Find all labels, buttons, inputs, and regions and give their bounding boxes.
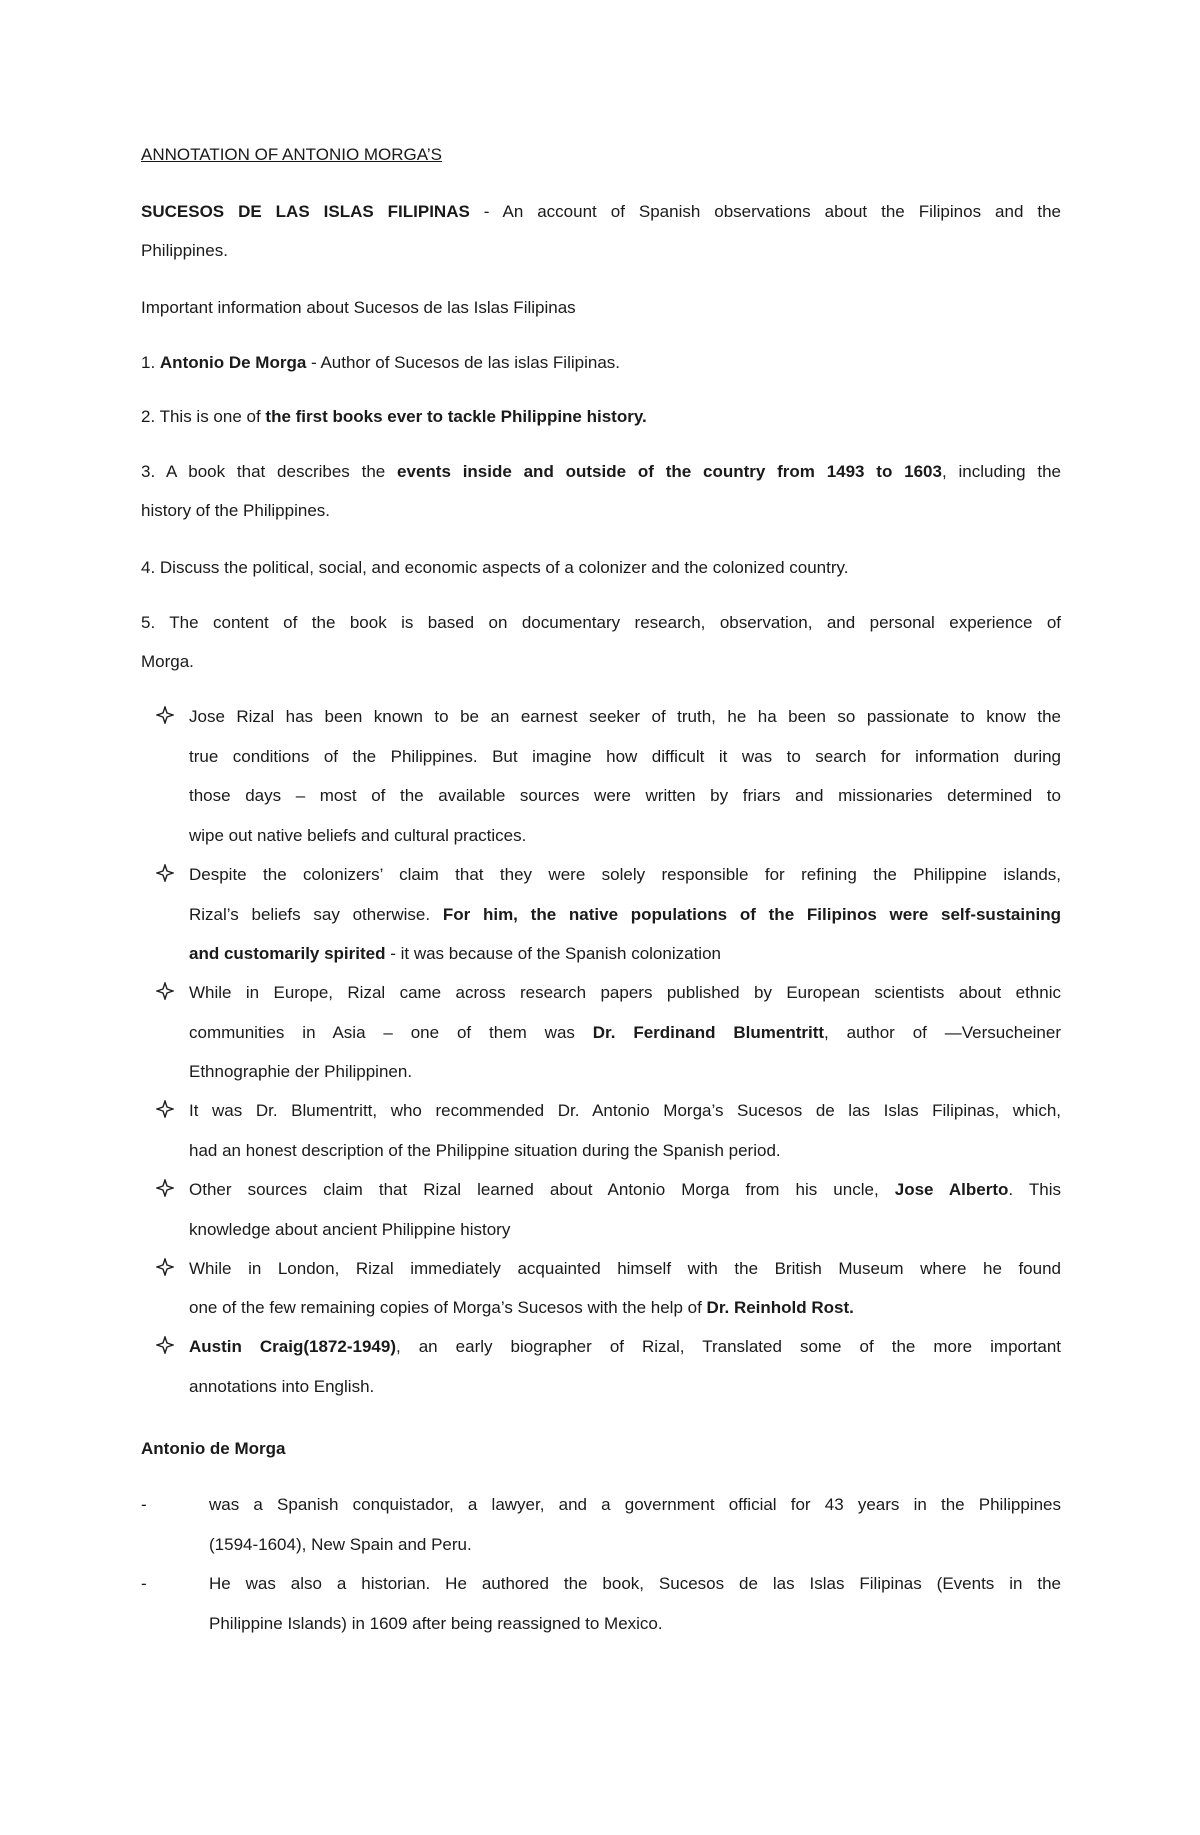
bullet-1-line-1 <box>189 705 1061 729</box>
bullet-bold: and customarily spirited <box>189 944 386 963</box>
bullet-text: While in Europe, Rizal came across research papers published by European scientists about ethnic <box>189 983 1061 1002</box>
title-text: ANNOTATION OF ANTONIO MORGA’S <box>141 145 442 164</box>
item-text: - Author of Sucesos de las islas Filipinas. <box>306 353 620 372</box>
dash-item-2-line-2 <box>209 1612 1061 1636</box>
bullet-text: one of the few remaining copies of Morga’s Sucesos with the help of <box>189 1298 707 1317</box>
dash-text: Philippine Islands) in 1609 after being reassigned to Mexico. <box>209 1614 663 1633</box>
subheading-text: Important information about Sucesos de las Islas Filipinas <box>141 298 576 317</box>
item-bold: the first books ever to tackle Philippine history. <box>265 407 647 426</box>
numbered-item-1 <box>141 351 1061 375</box>
bullet-bold: For him, the native populations of the Filipinos were self-sustaining <box>442 905 1061 924</box>
bullet-text: true conditions of the Philippines. But imagine how difficult it was to search for information during <box>189 747 1061 766</box>
bullet-3-line-1 <box>189 981 1061 1005</box>
bullet-text: Despite the colonizers’ claim that they were solely responsible for refining the Philippine islands, <box>189 865 1061 884</box>
bullet-text: While in London, Rizal immediately acquainted himself with the British Museum where he found <box>189 1259 1061 1278</box>
bullet-text: Rizal’s beliefs say otherwise. <box>189 905 443 924</box>
item-number: 5. <box>141 613 170 632</box>
bullet-text: wipe out native beliefs and cultural practices. <box>189 826 527 845</box>
bullet-1-line-2 <box>189 745 1061 769</box>
bullet-7-line-1 <box>189 1335 1061 1359</box>
diamond-bullet-icon <box>156 982 174 1000</box>
bullet-text: . This <box>1008 1180 1061 1199</box>
bullet-2-line-3 <box>189 942 1061 966</box>
diamond-bullet-icon <box>156 1258 174 1276</box>
bullet-text: Jose Rizal has been known to be an earnest seeker of truth, he ha been so passionate to know the <box>189 707 1061 726</box>
intro-text-2: Philippines. <box>141 241 228 260</box>
section-heading-text: Antonio de Morga <box>141 1439 286 1458</box>
dash-text: He was also a historian. He authored the book, Sucesos de las Islas Filipinas (Events in the <box>209 1574 1061 1593</box>
bullet-text: , an early biographer of Rizal, Translated some of the more important <box>395 1337 1061 1356</box>
item-text: The content of the book is based on documentary research, observation, and personal experience of <box>169 613 1062 632</box>
bullet-5-line-1 <box>189 1178 1061 1202</box>
dash-bullet: - <box>141 1495 147 1514</box>
bullet-text: annotations into English. <box>189 1377 375 1396</box>
diamond-bullet-icon <box>156 1100 174 1118</box>
bullet-4-line-1 <box>189 1099 1061 1123</box>
bullet-6-line-1 <box>189 1257 1061 1281</box>
intro-text: - An account of Spanish observations about the Filipinos and the <box>469 202 1061 221</box>
document-title <box>141 143 1061 167</box>
bullet-7-line-2 <box>189 1375 1061 1399</box>
bullet-text: those days – most of the available sources were written by friars and missionaries determined to <box>189 786 1061 805</box>
intro-line-2 <box>141 239 1061 263</box>
bullet-2-line-2 <box>189 903 1061 927</box>
dash-text: (1594-1604), New Spain and Peru. <box>209 1535 472 1554</box>
bullet-text: , author of ―Versucheiner <box>824 1023 1061 1042</box>
bullet-text: - it was because of the Spanish colonization <box>385 944 721 963</box>
item-bold: Antonio De Morga <box>159 353 307 372</box>
item-number: 3. <box>141 462 167 481</box>
bullet-1-line-3 <box>189 784 1061 808</box>
bullet-5-line-2 <box>189 1218 1061 1242</box>
numbered-item-2 <box>141 405 1061 429</box>
intro-bold: SUCESOS DE LAS ISLAS FILIPINAS <box>141 202 470 221</box>
numbered-item-3 <box>141 460 1061 484</box>
numbered-item-4 <box>141 556 1061 580</box>
item-text: Discuss the political, social, and economic aspects of a colonizer and the colonized country. <box>159 558 849 577</box>
numbered-item-3-line-2 <box>141 499 1061 523</box>
item-text-2: Morga. <box>141 652 194 671</box>
item-bold: events inside and outside of the country from 1493 to 1603 <box>397 462 942 481</box>
bullet-text: Other sources claim that Rizal learned about Antonio Morga from his uncle, <box>189 1180 895 1199</box>
item-text: A book that describes the <box>166 462 398 481</box>
bullet-text: Ethnographie der Philippinen. <box>189 1062 413 1081</box>
section-heading <box>141 1437 1061 1461</box>
item-text-2: , including the <box>941 462 1062 481</box>
bullet-bold: Jose Alberto <box>894 1180 1009 1199</box>
dash-item-2-line-1 <box>209 1572 1061 1596</box>
diamond-bullet-icon <box>156 1336 174 1354</box>
bullet-text: knowledge about ancient Philippine history <box>189 1220 511 1239</box>
bullet-text: It was Dr. Blumentritt, who recommended Dr. Antonio Morga’s Sucesos de las Islas Filipinas, which, <box>189 1101 1061 1120</box>
item-number: 2. <box>141 407 160 426</box>
dash-bullet: - <box>141 1574 147 1593</box>
dash-text: was a Spanish conquistador, a lawyer, and a government official for 43 years in the Philippines <box>209 1495 1061 1514</box>
numbered-item-5-line-2 <box>141 650 1061 674</box>
bullet-text: had an honest description of the Philippine situation during the Spanish period. <box>189 1141 781 1160</box>
dash-item-1-line-2 <box>209 1533 1061 1557</box>
intro-line-1 <box>141 200 1061 224</box>
bullet-3-line-3 <box>189 1060 1061 1084</box>
item-number: 1. <box>141 353 160 372</box>
bullet-3-line-2 <box>189 1021 1061 1045</box>
bullet-bold: Dr. Ferdinand Blumentritt <box>592 1023 825 1042</box>
item-text-3: history of the Philippines. <box>141 501 330 520</box>
diamond-bullet-icon <box>156 864 174 882</box>
diamond-bullet-icon <box>156 1179 174 1197</box>
dash-item-1-line-1 <box>209 1493 1061 1517</box>
bullet-1-line-4 <box>189 824 1061 848</box>
bullet-bold: Dr. Reinhold Rost. <box>706 1298 854 1317</box>
bullet-bold: Austin Craig(1872-1949) <box>189 1337 396 1356</box>
bullet-6-line-2 <box>189 1296 1061 1320</box>
diamond-bullet-icon <box>156 706 174 724</box>
numbered-item-5 <box>141 611 1061 635</box>
item-number: 4. <box>141 558 160 577</box>
bullet-2-line-1 <box>189 863 1061 887</box>
item-text: This is one of <box>159 407 266 426</box>
subheading <box>141 296 1061 320</box>
bullet-text: communities in Asia – one of them was <box>189 1023 593 1042</box>
bullet-4-line-2 <box>189 1139 1061 1163</box>
